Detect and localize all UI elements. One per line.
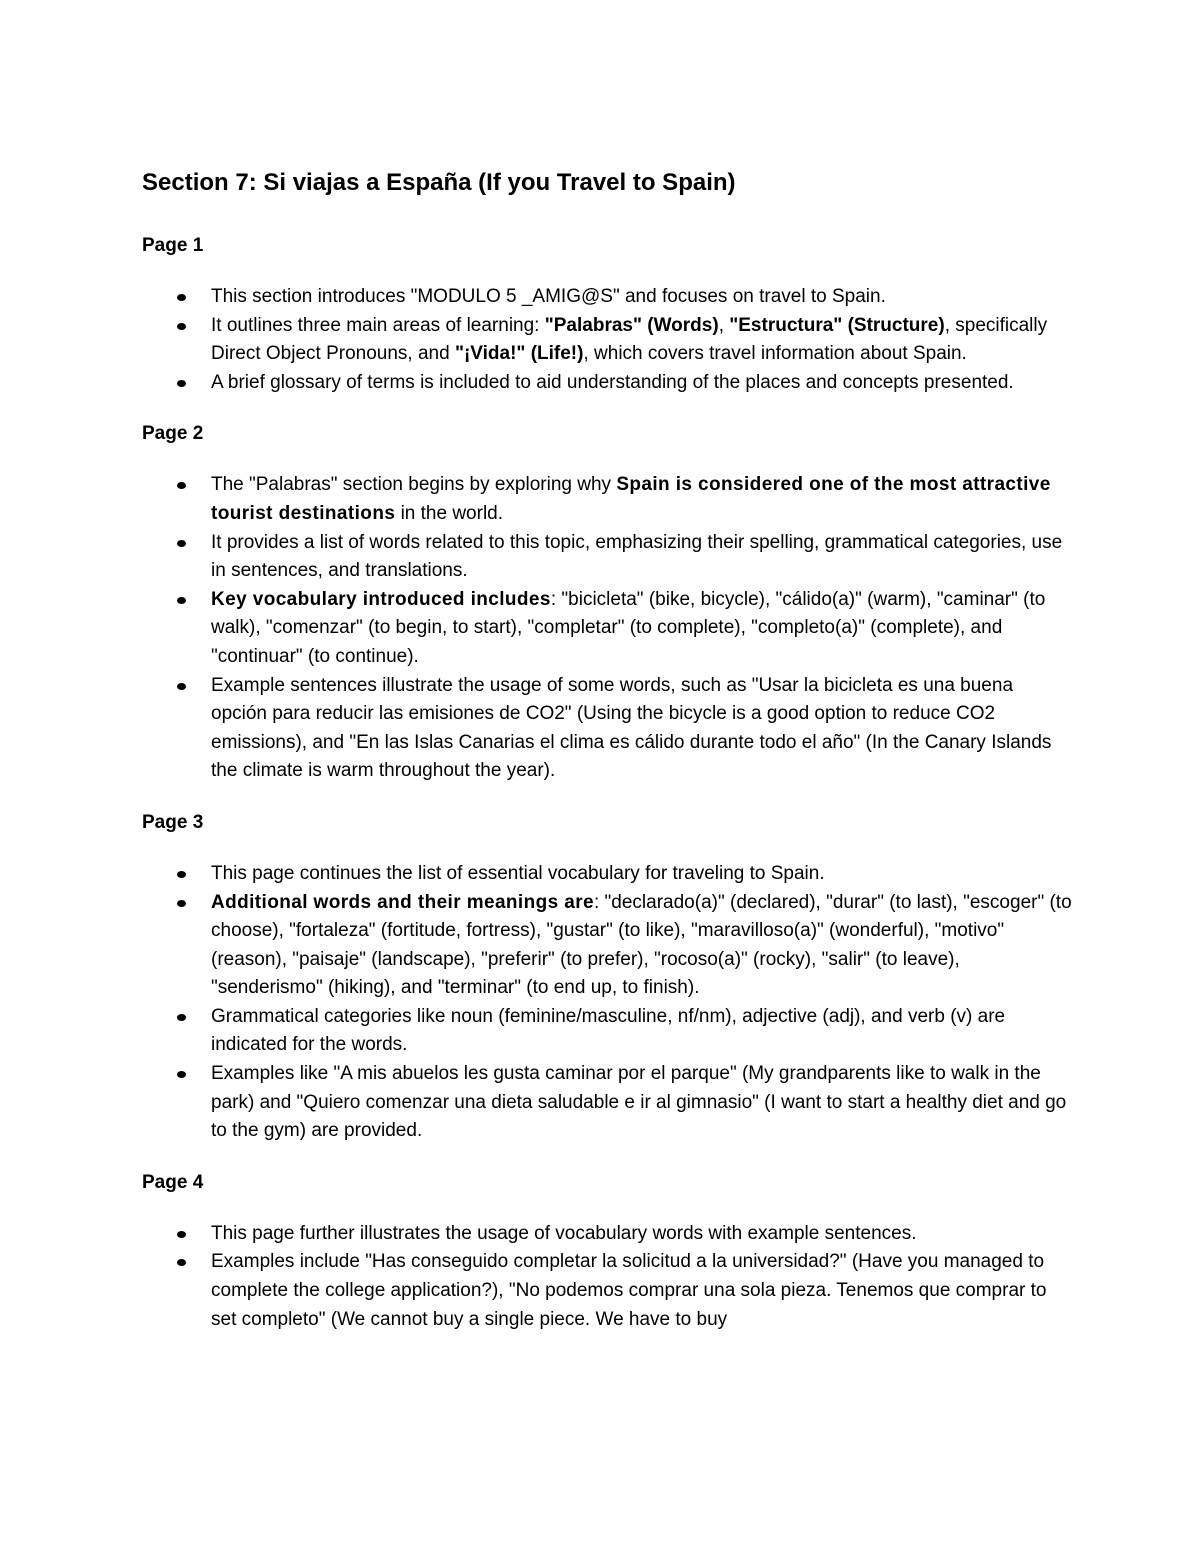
list-item: A brief glossary of terms is included to aid understanding of the places and concepts presented. xyxy=(142,369,1072,398)
bullet-icon xyxy=(177,1071,186,1078)
list-item: This section introduces "MODULO 5 _AMIG@S" and focuses on travel to Spain. xyxy=(142,283,1072,312)
bullet-icon xyxy=(177,294,186,301)
page-section-2 xyxy=(142,421,1072,786)
page-heading: Page 2 xyxy=(142,423,204,445)
page-section-4 xyxy=(142,1170,1072,1334)
bullet-icon xyxy=(177,683,186,690)
bullet-icon xyxy=(177,1231,186,1238)
list-item: This page continues the list of essential vocabulary for traveling to Spain. xyxy=(142,860,1072,889)
list-item: It outlines three main areas of learning: "Palabras" (Words), "Estructura" (Structure), specifically Direct Object Pronouns, and "¡Vida!" (Life!), which covers travel information about Spain. xyxy=(142,312,1072,369)
list-item: Grammatical categories like noun (feminine/masculine, nf/nm), adjective (adj), and verb (v) are indicated for the words. xyxy=(142,1003,1072,1060)
page-section-1 xyxy=(142,233,1072,397)
list-item: Example sentences illustrate the usage of some words, such as "Usar la bicicleta es una buena opción para reducir las emisiones de CO2" (Using the bicycle is a good option to reduce CO2 emissions), and "En las Islas Canarias el clima es cálido durante todo el año" (In the Canary Islands the climate is warm throughout the year). xyxy=(142,672,1072,786)
page-heading: Page 1 xyxy=(142,235,204,256)
bullet-icon xyxy=(177,1014,186,1021)
list-item: This page further illustrates the usage of vocabulary words with example sentences. xyxy=(142,1220,1072,1249)
bullet-list xyxy=(142,471,1072,786)
bullet-icon xyxy=(177,597,186,604)
document-title: Section 7: Si viajas a España (If you Travel to Spain) xyxy=(142,169,736,196)
bullet-icon xyxy=(177,482,186,489)
page-heading: Page 3 xyxy=(142,811,204,833)
list-item: It provides a list of words related to this topic, emphasizing their spelling, grammatical categories, use in sentences, and translations. xyxy=(142,529,1072,586)
list-item: Examples include "Has conseguido completar la solicitud a la universidad?" (Have you managed to complete the college application?), "No podemos comprar una sola pieza. Tenemos que comprar to set completo" (We cannot buy a single piece. We have to buy xyxy=(142,1248,1072,1334)
list-item: Key vocabulary introduced includes: "bicicleta" (bike, bicycle), "cálido(a)" (warm), "caminar" (to walk), "comenzar" (to begin, to start), "completar" (to complete), "completo(a)" (complete), and "continuar" (to continue). xyxy=(142,586,1072,672)
bullet-icon xyxy=(177,540,186,547)
document-page xyxy=(142,166,1072,1334)
bullet-list xyxy=(142,1220,1072,1334)
page-heading: Page 4 xyxy=(142,1171,204,1193)
bullet-list xyxy=(142,860,1072,1146)
bullet-icon xyxy=(177,1259,186,1266)
bullet-list xyxy=(142,283,1072,397)
page-section-3 xyxy=(142,810,1072,1146)
bullet-icon xyxy=(177,323,186,330)
bullet-icon xyxy=(177,900,186,907)
list-item: The "Palabras" section begins by exploring why Spain is considered one of the most attractive tourist destinations in the world. xyxy=(142,471,1072,528)
list-item: Additional words and their meanings are: "declarado(a)" (declared), "durar" (to last), "escoger" (to choose), "fortaleza" (fortitude, fortress), "gustar" (to like), "maravilloso(a)" (wonderful), "motivo" (reason), "paisaje" (landscape), "preferir" (to prefer), "rocoso(a)" (rocky), "salir" (to leave), "senderismo" (hiking), and "terminar" (to end up, to finish). xyxy=(142,889,1072,1003)
bullet-icon xyxy=(177,380,186,387)
bullet-icon xyxy=(177,871,186,878)
list-item: Examples like "A mis abuelos les gusta caminar por el parque" (My grandparents like to walk in the park) and "Quiero comenzar una dieta saludable e ir al gimnasio" (I want to start a healthy diet and go to the gym) are provided. xyxy=(142,1060,1072,1146)
